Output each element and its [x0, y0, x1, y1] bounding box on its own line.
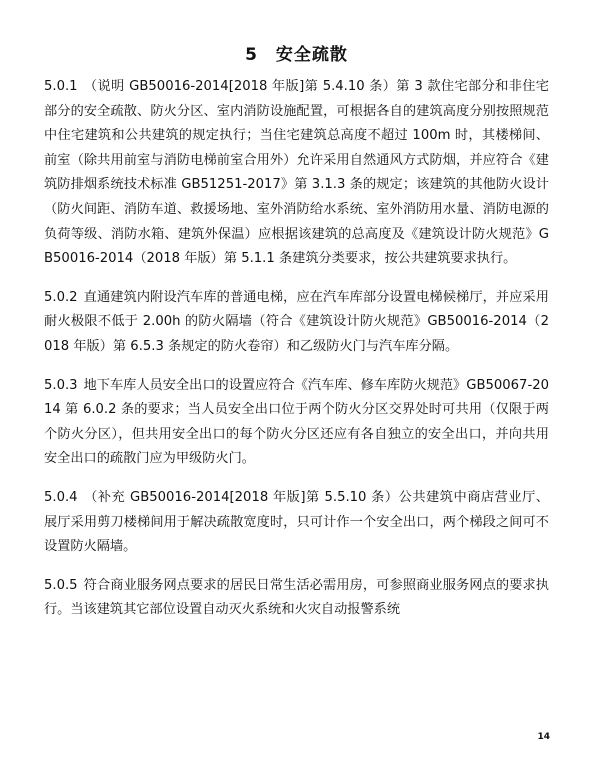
clause-text: 直通建筑内附设汽车库的普通电梯，应在汽车库部分设置电梯候梯厅，并应采用耐火极限不低于 2.00h 的防火隔墙（符合《建筑设计防火规范》GB50016-2014（2018 年版）第 6.5.3 条规定的防火卷帘）和乙级防火门与汽车库分隔。: [44, 289, 549, 354]
clause-paragraph: [44, 574, 549, 623]
clause-paragraph: [44, 75, 549, 272]
clause-number: 5.0.3: [44, 377, 78, 393]
section-heading: [0, 40, 593, 65]
clause-text: （说明 GB50016-2014[2018 年版]第 5.4.10 条）第 3 款住宅部分和非住宅部分的安全疏散、防火分区、室内消防设施配置，可根据各自的建筑高度分别按照规范中住宅建筑和公共建筑的规定执行；当住宅建筑总高度不超过 100m 时，其楼梯间、前室（除共用前室与消防电梯前室合用外）允许采用自然通风方式防烟，并应符合《建筑防排烟系统技术标准 GB51251-2017》第 3.1.3 条的规定；该建筑的其他防火设计（防火间距、消防车道、救援场地、室外消防给水系统、室外消防用水量、消防电源的负荷等级、消防水箱、建筑外保温）应根据该建筑的总高度及《建筑设计防火规范》GB50016-2014（2018 年版）第 5.1.1 条建筑分类要求，按公共建筑要求执行。: [44, 79, 549, 267]
clause-text: 地下车库人员安全出口的设置应符合《汽车库、修车库防火规范》GB50067-2014 第 6.0.2 条的要求；当人员安全出口位于两个防火分区交界处时可共用（仅限于两个防火分区），但共用安全出口的每个防火分区还应有各自独立的安全出口，并向共用安全出口的疏散门应为甲级防火门。: [44, 377, 549, 467]
clause-number: 5.0.2: [44, 289, 78, 305]
page-number: 14: [537, 732, 550, 742]
clause-paragraph: [44, 286, 549, 360]
clause-text: 符合商业服务网点要求的居民日常生活必需用房，可参照商业服务网点的要求执行。当该建筑其它部位设置自动灭火系统和火灾自动报警系统: [44, 577, 549, 618]
section-title: 安全疏散: [275, 45, 348, 65]
clause-number: 5.0.1: [44, 79, 78, 94]
body-text: [44, 75, 549, 637]
clause-number: 5.0.4: [44, 489, 78, 505]
clause-paragraph: [44, 486, 549, 560]
clause-paragraph: [44, 374, 549, 472]
section-number: 5: [245, 45, 258, 65]
clause-number: 5.0.5: [44, 577, 78, 593]
clause-text: （补充 GB50016-2014[2018 年版]第 5.5.10 条）公共建筑中商店营业厅、展厅采用剪刀楼梯间用于解决疏散宽度时，只可计作一个安全出口，两个梯段之间可不设置防火隔墙。: [44, 489, 549, 555]
